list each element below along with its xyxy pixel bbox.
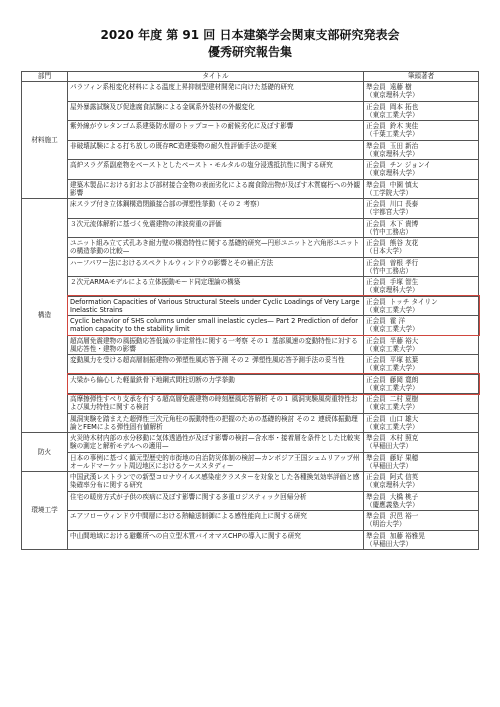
paper-title: パラフィン系相変化材料による温度上昇抑制型建材開発に向けた基礎的研究 [68, 82, 364, 102]
author-cell [364, 101, 479, 121]
author-cell [364, 316, 479, 336]
author-affiliation: （千葉工業大学） [366, 130, 419, 139]
table-row [22, 511, 479, 531]
author-name-line [366, 103, 476, 111]
paper-title: Cyclic behavior of SHS columns under small inelastic cycles— Part 2 Prediction of deformation capacity to the stability limit [68, 316, 364, 336]
table-row [22, 472, 479, 492]
paper-title: ユニット組み立て式孔あき耐力壁の構造特性に関する基礎的研究—円形ユニットと六角形ユニットの構造挙動の比較— [68, 238, 364, 258]
author-affiliation: （東京理科大学） [366, 286, 419, 295]
table-row [22, 218, 479, 238]
table-row [22, 121, 479, 141]
table-row [22, 296, 479, 316]
author-name-line [366, 239, 476, 247]
table-row [22, 238, 479, 258]
table-body [22, 82, 479, 550]
paper-title: 屋外暴露試験及び促進腐食試験による金属系外装材の外観変化 [68, 101, 364, 121]
author-name-line [366, 532, 476, 540]
author-affiliation: （東京理科大学） [366, 149, 419, 158]
author-affiliation: （早稲田大学） [366, 442, 413, 451]
table-row [22, 394, 479, 414]
table-row [22, 179, 479, 199]
member-rank: 準会員 [366, 492, 386, 501]
member-rank: 準会員 [366, 141, 386, 150]
author-name: 鈴木 実佳 [389, 122, 419, 130]
paper-title: 高炉スラグ系副産物をベーストとしたペースト・モルタルの塩分浸透抵抗性に関する研究 [68, 160, 364, 180]
member-rank: 正会員 [366, 200, 386, 208]
author-affiliation: （竹中工務店） [366, 227, 413, 236]
author-name: 中園 慎太 [389, 180, 419, 189]
author-affiliation: （早稲田大学） [366, 461, 413, 470]
category-cell: 防火 [22, 433, 68, 472]
author-cell [364, 452, 479, 472]
table-row [22, 433, 479, 453]
author-name: 加藤 裕雅晃 [389, 531, 425, 540]
author-name-line [366, 512, 476, 520]
paper-title: 中国武漢レストランでの新型コロナウイルス感染症クラスターを対象とした各種換気効率評価と感染確率分布に関する研究 [68, 472, 364, 492]
author-cell [364, 491, 479, 511]
paper-title: 変動風力を受ける超高層制振建物の弾塑性風応答予測 その２ 弾塑性風応答予測手法の妥当性 [68, 355, 364, 375]
author-affiliation: （宇都宮大学） [366, 208, 413, 217]
author-affiliation: （東京工業大学） [366, 364, 419, 373]
author-name: 遠藤 樹 [389, 83, 412, 91]
author-name-line [366, 200, 476, 208]
table-row [22, 355, 479, 375]
author-name: 木下 貴博 [389, 219, 419, 228]
author-cell [364, 394, 479, 414]
author-cell [364, 530, 479, 550]
paper-title: 超高層免震建物の風振動応答低減の非定常性に関する一考察 その１ 基部風速の変動特性に対する風応答性・建物の影響 [68, 335, 364, 355]
table-row [22, 277, 479, 297]
member-rank: 準会員 [366, 531, 386, 540]
author-name-line [366, 356, 476, 364]
author-cell [364, 374, 479, 394]
header-author: 筆頭著者 [364, 72, 479, 82]
author-name-line [366, 337, 476, 345]
member-rank: 正会員 [366, 297, 386, 306]
member-rank: 正会員 [366, 161, 386, 169]
table-row [22, 335, 479, 355]
author-cell [364, 199, 479, 219]
author-affiliation: （早稲田大学） [366, 539, 413, 548]
header-category: 部門 [22, 72, 68, 82]
author-name-line [366, 142, 476, 150]
author-name-line [366, 473, 476, 481]
author-cell [364, 277, 479, 297]
author-affiliation: （東京理科大学） [366, 481, 419, 490]
author-name: 手塚 智生 [389, 278, 419, 286]
author-name-line [366, 434, 476, 442]
paper-title: ハーフパワー法におけるスペクトルウィンドウの影響とその補正方法 [68, 257, 364, 277]
member-rank: 正会員 [366, 122, 386, 130]
header-title: タイトル [68, 72, 364, 82]
table-row [22, 374, 479, 394]
award-table [21, 71, 479, 550]
member-rank: 準会員 [366, 434, 386, 442]
member-rank: 正会員 [366, 414, 386, 423]
author-cell [364, 238, 479, 258]
paper-title: 風洞実験を踏まえた超弾性三次元角柱の振動特性の把握のための基礎的検討 その２ 連続体振動理論とFEMによる弾性固有値解析 [68, 413, 364, 433]
author-name: 山口 雄大 [389, 414, 419, 423]
author-affiliation: （東京工業大学） [366, 325, 419, 334]
author-name-line [366, 122, 476, 130]
author-name: トッチ タイリン [389, 297, 438, 306]
member-rank: 準会員 [366, 180, 386, 189]
table-row [22, 101, 479, 121]
author-name-line [366, 259, 476, 267]
table-row [22, 257, 479, 277]
member-rank: 準会員 [366, 512, 386, 520]
paper-title: 紫外線がウレタンゴム系建築防水層のトップコートの耐候劣化に及ぼす影響 [68, 121, 364, 141]
paper-title: 大梁から偏心した軽量鉄骨下地鋼式間柱切断の力学挙動 [68, 374, 364, 394]
author-name: 霍 洋 [389, 317, 406, 325]
author-affiliation: （明治大学） [366, 520, 406, 529]
author-name: 曽根 孝行 [389, 258, 419, 267]
paper-title: 住宅の暖房方式が子供の疾病に及ぼす影響に関する多重ロジスティック回帰分析 [68, 491, 364, 511]
author-name-line [366, 83, 476, 91]
author-name-line [366, 376, 476, 384]
table-row [22, 199, 479, 219]
paper-title: 中山間地域における避難所への自立型木質バイオマスCHPの導入に関する研究 [68, 530, 364, 550]
paper-title: ３次元流体解析に基づく免震建物の津波荷重の評価 [68, 218, 364, 238]
author-name: 木村 照克 [389, 434, 419, 442]
member-rank: 正会員 [366, 102, 386, 111]
author-name: 藤好 果穂 [389, 453, 419, 462]
author-name-line [366, 278, 476, 286]
member-rank: 正会員 [366, 395, 386, 403]
author-cell [364, 257, 479, 277]
author-cell [364, 355, 479, 375]
paper-title: エアフローウィンドウ中間層における熱輸送制御による感性能向上に関する研究 [68, 511, 364, 531]
author-affiliation: （工学院大学） [366, 188, 413, 197]
author-cell [364, 511, 479, 531]
page-subtitle: 優秀研究報告集 [207, 45, 292, 59]
paper-title: 建築木製品における釘および部材接合金物の表面劣化による腐食除出物が及ぼす木質腐朽への外観影響 [68, 179, 364, 199]
paper-title: 日本の事例に基づく鎮元型歴史的市街地の自治防災体制の検討—カンボジア王国シェムリアップ州オールドマーケット周辺地区におけるケーススタディー [68, 452, 364, 472]
author-cell [364, 472, 479, 492]
category-cell: 環境工学 [22, 472, 68, 550]
author-affiliation: （東京工業大学） [366, 344, 419, 353]
member-rank: 正会員 [366, 278, 386, 286]
author-cell [364, 296, 479, 316]
table-row [22, 491, 479, 511]
author-cell [364, 335, 479, 355]
author-affiliation: （東京工業大学） [366, 422, 419, 431]
author-name-line [366, 454, 476, 462]
author-name-line [366, 493, 476, 501]
author-cell [364, 82, 479, 102]
author-affiliation: （東京工業大学） [366, 383, 419, 392]
author-name: 岡本 拓也 [389, 102, 419, 111]
member-rank: 準会員 [366, 83, 386, 91]
author-name: 阿式 信英 [389, 473, 419, 481]
author-name-line [366, 395, 476, 403]
table-row [22, 140, 479, 160]
paper-title: 床スラブ付き立体鋼構造閉鎖接合部の弾塑性挙動（その２ 考察） [68, 199, 364, 219]
paper-title: 火災時木材内部の水分移動に気体透過性が及ぼす影響の検討—含水率・接着層を条件とした比較実験の測定と解析モデルへの適用— [68, 433, 364, 453]
author-cell [364, 140, 479, 160]
author-name: 沢邑 裕一 [389, 512, 419, 520]
author-name: 二村 夏樹 [389, 395, 419, 403]
author-name-line [366, 415, 476, 423]
author-cell [364, 160, 479, 180]
author-affiliation: （東京理科大学） [366, 91, 419, 100]
author-name: 大橋 桃子 [389, 492, 419, 501]
author-affiliation: （慶應義塾大学） [366, 500, 419, 509]
member-rank: 正会員 [366, 239, 386, 247]
member-rank: 正会員 [366, 317, 386, 325]
author-name: 玉田 新治 [389, 141, 419, 150]
author-cell [364, 179, 479, 199]
author-name-line [366, 317, 476, 325]
author-affiliation: （東京工業大学） [366, 305, 419, 314]
member-rank: 正会員 [366, 219, 386, 228]
page-title: 2020 年度 第 91 回 日本建築学会関東支部研究発表会 [100, 28, 400, 42]
author-name: 半藤 裕大 [389, 336, 419, 345]
author-cell [364, 413, 479, 433]
table-row [22, 82, 479, 102]
member-rank: 正会員 [366, 258, 386, 267]
author-cell [364, 433, 479, 453]
author-affiliation: （東京工業大学） [366, 403, 419, 412]
category-cell: 構造 [22, 199, 68, 433]
author-affiliation: （東京理科大学） [366, 169, 419, 178]
category-cell: 材料施工 [22, 82, 68, 199]
member-rank: 正会員 [366, 375, 386, 384]
author-cell [364, 121, 479, 141]
member-rank: 正会員 [366, 473, 386, 481]
author-name-line [366, 181, 476, 189]
author-cell [364, 218, 479, 238]
author-name: 熊谷 友花 [389, 239, 419, 247]
author-name: 平塚 拡葉 [389, 356, 419, 364]
author-name: 藤岡 寛朗 [389, 375, 419, 384]
author-name-line [366, 161, 476, 169]
author-affiliation: （東京工業大学） [366, 110, 419, 119]
table-row [22, 530, 479, 550]
table-row [22, 316, 479, 336]
table-row [22, 452, 479, 472]
author-name: 川口 長泰 [389, 200, 419, 208]
author-affiliation: （日本大学） [366, 247, 406, 256]
author-affiliation: （竹中工務店） [366, 266, 413, 275]
paper-title: ２次元ARMAモデルによる立体振動モード同定理論の構築 [68, 277, 364, 297]
table-row [22, 160, 479, 180]
member-rank: 準会員 [366, 453, 386, 462]
member-rank: 正会員 [366, 336, 386, 345]
author-name: チン ジョンイ [389, 161, 431, 169]
paper-title: 高摩擦弾性すべり支承を有する超高層免震建物の時刻歴風応答解析 その１ 風洞実験風荷重特性および風力特性に関する検討 [68, 394, 364, 414]
paper-title: 非破壊試験による打ち放しの既存RC造建築物の耐久性評価手法の提案 [68, 140, 364, 160]
paper-title: Deformation Capacities of Various Structural Steels under Cyclic Loadings of Very Large Inelastic Strains [68, 296, 364, 316]
author-name-line [366, 298, 476, 306]
table-row [22, 413, 479, 433]
author-name-line [366, 220, 476, 228]
member-rank: 正会員 [366, 356, 386, 364]
